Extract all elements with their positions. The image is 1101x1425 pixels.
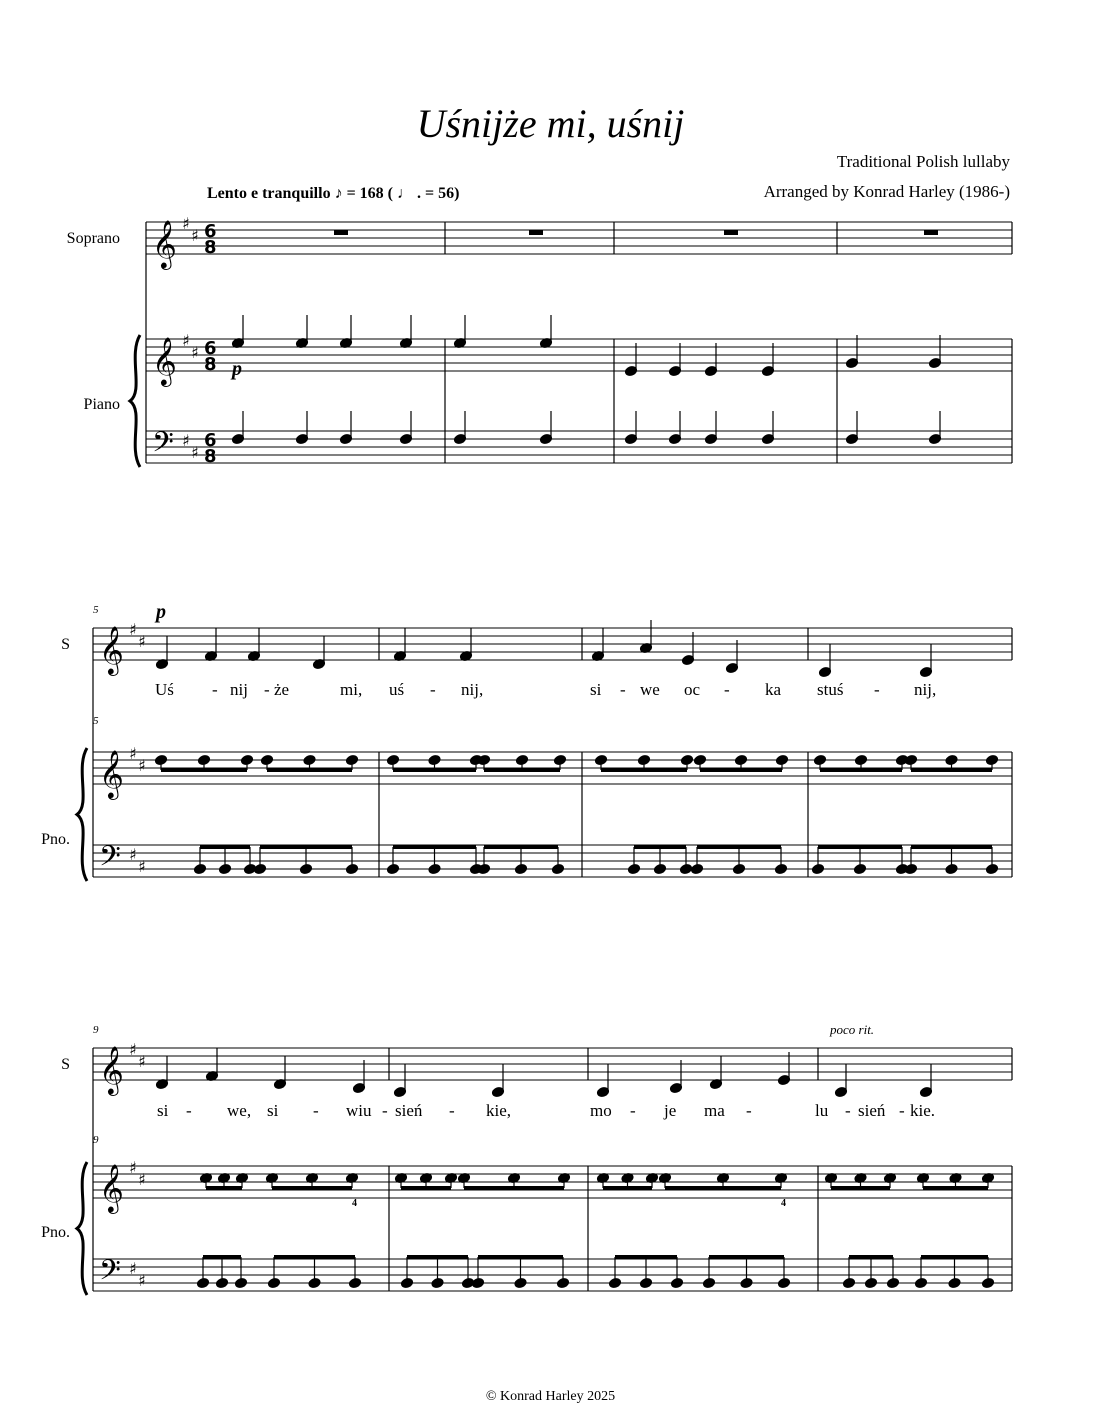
lyric-hyphen: - (620, 680, 626, 699)
dynamic-piano: p (156, 601, 166, 623)
treble-clef-icon: 𝄞 (99, 1163, 124, 1212)
lyric-syllable: we (640, 680, 660, 699)
sharp-icon: ♯ (138, 1170, 146, 1189)
lyric-hyphen: - (186, 1101, 192, 1120)
notes (154, 230, 998, 1289)
fingering-label: 4 (352, 1198, 357, 1209)
sharp-icon: ♯ (129, 744, 137, 763)
lyric-syllable: ka (765, 680, 782, 699)
whole-rest (334, 230, 348, 235)
treble-clef-icon: 𝄞 (99, 625, 124, 674)
bass-clef-icon: 𝄢 (99, 1254, 121, 1294)
lyric-syllable: wiu (346, 1101, 372, 1120)
composer-credit: Traditional Polish lullaby (836, 152, 1010, 171)
system-brackets (77, 335, 140, 1295)
barlines (93, 222, 1012, 1291)
fingering-label: 4 (781, 1198, 786, 1209)
lyric-hyphen: - (212, 680, 218, 699)
lyric-hyphen: - (899, 1101, 905, 1120)
sharp-icon: ♯ (191, 443, 199, 462)
lyric-syllable: kie, (486, 1101, 512, 1120)
sharp-icon: ♯ (182, 331, 190, 350)
sharp-icon: ♯ (129, 620, 137, 639)
sharp-icon: ♯ (129, 1259, 137, 1278)
copyright-notice: © Konrad Harley 2025 (485, 1389, 616, 1404)
treble-clef-icon: 𝄞 (99, 749, 124, 798)
lyric-syllable: nij, (461, 680, 484, 699)
quarter-note-icon: ♩ (397, 185, 414, 202)
sharp-icon: ♯ (182, 214, 190, 233)
lyric-syllable: si (267, 1101, 279, 1120)
lyric-syllable: si (590, 680, 602, 699)
piano-brace (77, 1162, 87, 1295)
lyric-syllable: nij (230, 680, 248, 699)
lyric-hyphen: - (845, 1101, 851, 1120)
lyric-syllable: sień (395, 1101, 423, 1120)
sharp-icon: ♯ (182, 431, 190, 450)
time-signature-numerator: 6 (204, 221, 217, 242)
sharp-icon: ♯ (138, 1052, 146, 1071)
lyric-hyphen: - (724, 680, 730, 699)
lyric-syllable: stuś (817, 680, 844, 699)
instrument-piano-short: Pno. (41, 831, 70, 848)
lyric-hyphen: - (874, 680, 880, 699)
treble-clef-icon: 𝄞 (152, 336, 177, 385)
sharp-icon: ♯ (191, 343, 199, 362)
lyric-syllable: że (274, 680, 290, 699)
time-signature-denominator: 8 (204, 446, 217, 467)
measure-number: 5 (93, 715, 99, 727)
tempo-alt: . = 56) (417, 185, 460, 202)
lyric-hyphen: - (313, 1101, 319, 1120)
tempo-text: Lento e tranquillo (207, 185, 331, 202)
time-signature-denominator: 8 (204, 354, 217, 375)
sharp-icon: ♯ (129, 1158, 137, 1177)
lyric-syllable: uś (389, 680, 405, 699)
lyric-hyphen: - (630, 1101, 636, 1120)
lyric-syllable: si (157, 1101, 169, 1120)
instrument-soprano: Soprano (66, 230, 120, 247)
treble-clef-icon: 𝄞 (99, 1045, 124, 1094)
staff-lines (93, 222, 1012, 1291)
lyric-hyphen: - (264, 680, 270, 699)
lyric-syllable: mi, (340, 680, 363, 699)
arranger-credit: Arranged by Konrad Harley (1986-) (763, 182, 1010, 201)
lyric-syllable: sień (858, 1101, 886, 1120)
bass-clef-icon: 𝄢 (152, 426, 174, 466)
clef-key-time-glyphs (99, 214, 217, 1294)
lyric-syllable: we, (227, 1101, 252, 1120)
instrument-soprano-short: S (61, 1056, 70, 1073)
sharp-icon: ♯ (138, 857, 146, 876)
whole-rest (529, 230, 543, 235)
whole-rest (724, 230, 738, 235)
measure-number: 9 (93, 1134, 99, 1146)
lyric-syllable: lu (815, 1101, 829, 1120)
instrument-soprano-short: S (61, 636, 70, 653)
sharp-icon: ♯ (129, 1040, 137, 1059)
sharp-icon: ♯ (138, 1271, 146, 1290)
piano-brace (77, 748, 87, 881)
lyric-hyphen: - (746, 1101, 752, 1120)
measure-number: 9 (93, 1024, 99, 1036)
lyric-syllable: je (664, 1101, 677, 1120)
lyric-syllable: nij, (914, 680, 937, 699)
time-signature-numerator: 6 (204, 338, 217, 359)
piece-title: Uśnijże mi, uśnij (416, 101, 685, 146)
bass-clef-icon: 𝄢 (99, 840, 121, 880)
sharp-icon: ♯ (191, 226, 199, 245)
time-signature-denominator: 8 (204, 237, 217, 258)
lyric-hyphen: - (430, 680, 436, 699)
whole-rest (924, 230, 938, 235)
lyric-hyphen: - (382, 1101, 388, 1120)
lyric-syllable: Uś (155, 680, 174, 699)
piano-brace (130, 335, 140, 467)
sharp-icon: ♯ (138, 632, 146, 651)
lyric-syllable: mo (590, 1101, 612, 1120)
dynamic-piano: p (232, 358, 242, 380)
instrument-piano: Piano (83, 396, 120, 413)
tempo-main: = 168 ( (346, 185, 394, 202)
sharp-icon: ♯ (129, 845, 137, 864)
measure-number: 5 (93, 604, 99, 616)
instrument-piano-short: Pno. (41, 1224, 70, 1241)
treble-clef-icon: 𝄞 (152, 219, 177, 268)
sharp-icon: ♯ (138, 756, 146, 775)
time-signature-numerator: 6 (204, 430, 217, 451)
lyric-syllable: ma (704, 1101, 725, 1120)
lyric-hyphen: - (449, 1101, 455, 1120)
lyric-syllable: kie. (910, 1101, 936, 1120)
poco-rit-marking: poco rit. (830, 1022, 875, 1037)
lyric-syllable: oc (684, 680, 701, 699)
eighth-note-icon: ♪ (334, 185, 343, 202)
